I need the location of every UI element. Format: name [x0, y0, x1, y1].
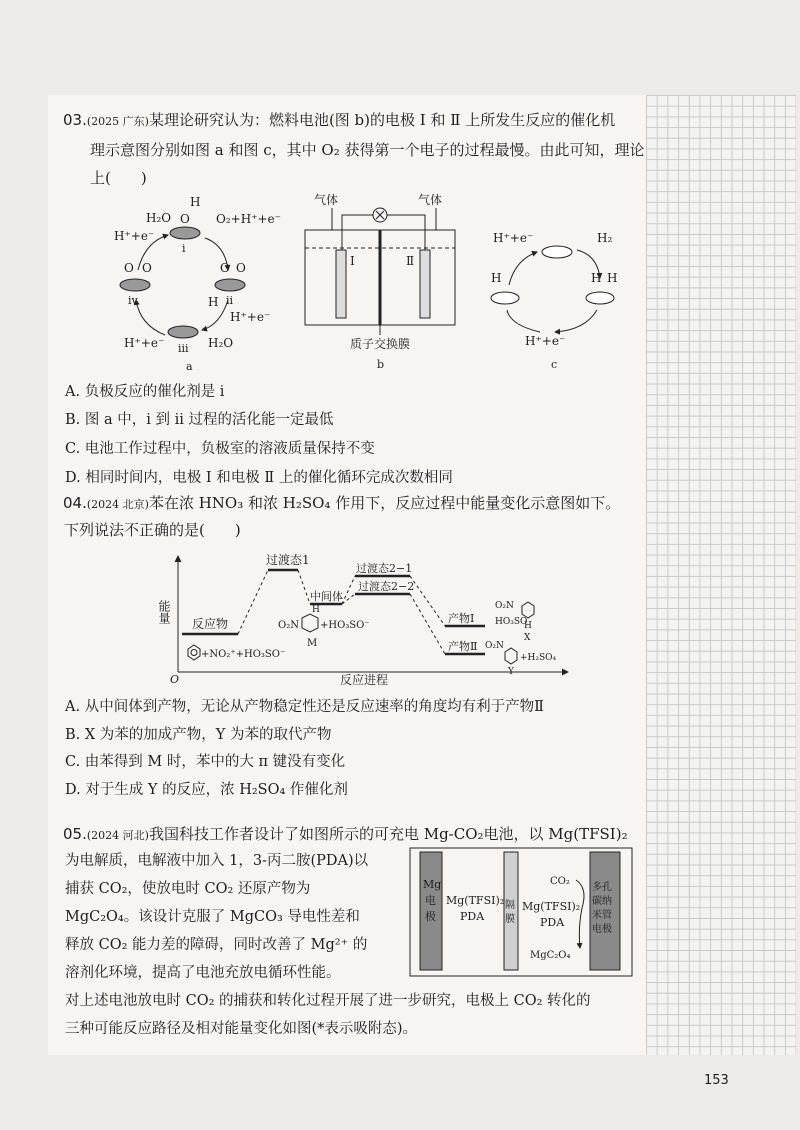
- fc-h-right2: H: [607, 271, 618, 285]
- fa-o1: O: [180, 212, 190, 226]
- q05-co2: CO₂: [550, 876, 570, 887]
- ed-p1-extra: HO₃SO: [495, 617, 528, 627]
- fb-el1: Ⅰ: [350, 254, 355, 268]
- q05-el-left-1: PDA: [460, 910, 485, 923]
- fa-o5: O: [236, 261, 246, 275]
- fc-caption: c: [551, 358, 558, 371]
- q05-le-2: 极: [425, 910, 436, 923]
- q04-number: 04.: [63, 494, 87, 512]
- q05-sep-0: 隔: [505, 900, 515, 911]
- ed-x-label: X: [524, 633, 531, 643]
- fb-el2: Ⅱ: [406, 254, 415, 268]
- fc-h-left: H: [491, 271, 502, 285]
- q05-separator: [504, 852, 518, 970]
- fa-o2-he: O₂+H⁺+e⁻: [216, 212, 281, 226]
- q05-cell-diagram: [410, 848, 632, 976]
- q05-product: MgC₂O₄: [530, 950, 571, 961]
- ed-m-ring-icon: [302, 614, 318, 632]
- q03-option-c[interactable]: C. 电池工作过程中，负极室的溶液质量保持不变: [65, 441, 375, 457]
- ed-y-label: Y: [508, 667, 514, 677]
- fb-caption: b: [377, 358, 385, 371]
- q05-el-left-0: Mg(TFSI)₂: [446, 894, 505, 907]
- q04-stem-1: 苯在浓 HNO₃ 和浓 H₂SO₄ 作用下，反应过程中能量变化示意图如下。: [148, 494, 621, 512]
- q05-stem-6: 溶剂化环境，提高了电池充放电循环性能。: [65, 965, 341, 981]
- q05-re-0: 多孔: [592, 882, 612, 893]
- q05-stem-7: 对上述电池放电时 CO₂ 的捕获和转化过程开展了进一步研究，电极上 CO₂ 转化的: [65, 993, 591, 1009]
- fb-electrode-1: [336, 250, 346, 318]
- ed-p1-o2n: O₂N: [495, 601, 514, 611]
- q03-figure-a: [110, 190, 281, 375]
- ed-xlabel: 反应进程: [340, 673, 389, 687]
- ed-ts22: 过渡态2−2: [358, 580, 415, 593]
- ed-p2-o2n: O₂N: [485, 641, 504, 651]
- fa-h2: H: [208, 295, 219, 309]
- q03-option-a[interactable]: A. 负极反应的催化剂是 i: [65, 384, 225, 400]
- q04-energy-diagram: [157, 548, 580, 687]
- fa-h2o-top: H₂O: [146, 211, 172, 225]
- q03-option-d[interactable]: D. 相同时间内，电极 Ⅰ 和电极 Ⅱ 上的催化循环完成次数相同: [65, 470, 453, 486]
- fa-label-ii: ii: [226, 294, 234, 307]
- ed-p1-h: H: [524, 621, 532, 631]
- ed-m-o2n: O₂N: [278, 620, 299, 631]
- fa-h: H: [190, 195, 201, 209]
- ed-reactant: 反应物: [192, 617, 229, 631]
- fa-hpe-bot: H⁺+e⁻: [124, 336, 165, 350]
- fa-catalyst-ii: [215, 279, 245, 291]
- fb-gas-right: 气体: [418, 193, 443, 207]
- fa-label-iv: iv: [128, 294, 138, 307]
- fb-electrode-2: [420, 250, 430, 318]
- fb-membrane-label: 质子交换膜: [350, 337, 411, 351]
- q05-stem-1: 我国科技工作者设计了如图所示的可充电 Mg-CO₂电池，以 Mg(TFSI)₂: [148, 825, 628, 843]
- q03-number: 03.: [63, 111, 87, 129]
- ed-intermediate: 中间体: [310, 590, 343, 603]
- ed-product2: 产物Ⅱ: [448, 640, 478, 653]
- q05-stem-8: 三种可能反应路径及相对能量变化如图(*表示吸附态)。: [65, 1021, 418, 1037]
- q05-le-0: Mg: [423, 878, 442, 891]
- q05-source: (2024 河北): [86, 829, 149, 842]
- q03-figure-b: [300, 190, 465, 375]
- fa-o2: O: [124, 261, 134, 275]
- ed-p2-extra: +H₂SO₄: [520, 653, 557, 663]
- ed-m-formula: +HO₃SO⁻: [320, 620, 370, 631]
- q04-option-d[interactable]: D. 对于生成 Y 的反应，浓 H₂SO₄ 作催化剂: [65, 782, 348, 798]
- fc-h2: H₂: [597, 231, 613, 245]
- fa-label-iii: iii: [178, 342, 189, 355]
- q05-stem-4: MgC₂O₄。该设计克服了 MgCO₃ 导电性差和: [65, 909, 360, 925]
- q04-option-c[interactable]: C. 由苯得到 M 时，苯中的大 π 键没有变化: [65, 754, 346, 770]
- fa-catalyst-iv: [120, 279, 150, 291]
- q05-stem-2: 为电解质，电解液中加入 1，3-丙二胺(PDA)以: [65, 853, 369, 869]
- q05-stem-3: 捕获 CO₂，使放电时 CO₂ 还原产物为: [65, 881, 311, 897]
- fa-catalyst-i: [170, 227, 200, 239]
- q05-re-1: 碳纳: [592, 896, 612, 907]
- q04-option-a[interactable]: A. 从中间体到产物，无论从产物稳定性还是反应速率的角度均有利于产物Ⅱ: [65, 699, 545, 715]
- q04-option-b[interactable]: B. X 为苯的加成产物，Y 为苯的取代产物: [65, 727, 332, 743]
- fc-catalyst-top: [542, 246, 572, 258]
- fc-h-right1: H: [591, 271, 602, 285]
- ed-origin: O: [170, 673, 180, 686]
- fa-caption: a: [186, 360, 193, 373]
- fa-h2o-bot: H₂O: [208, 336, 234, 350]
- q05-line1: [63, 824, 628, 846]
- ed-ts21: 过渡态2−1: [356, 562, 413, 575]
- q03-stem-3: 上( ): [90, 169, 147, 187]
- q05-number: 05.: [63, 825, 87, 843]
- fc-catalyst-left: [491, 292, 519, 304]
- q04-stem-2: 下列说法不正确的是( ): [64, 521, 241, 539]
- fa-hpe-left: H⁺+e⁻: [114, 229, 155, 243]
- ed-ylabel: 能量: [157, 600, 171, 624]
- page-number: 153: [704, 1073, 729, 1088]
- q05-stem-5: 释放 CO₂ 能力差的障碍，同时改善了 Mg²⁺ 的: [65, 937, 368, 953]
- fc-hpe-top: H⁺+e⁻: [493, 231, 534, 245]
- fc-hpe-bot: H⁺+e⁻: [525, 334, 566, 348]
- ed-m-label: M: [307, 638, 318, 649]
- q03-stem-1: 某理论研究认为：燃料电池(图 b)的电极 Ⅰ 和 Ⅱ 上所发生反应的催化机: [148, 111, 616, 129]
- q05-le-1: 电: [425, 894, 436, 907]
- q05-sep-1: 膜: [505, 914, 515, 925]
- fc-catalyst-right: [586, 292, 614, 304]
- q04-source: (2024 北京): [86, 498, 149, 511]
- q05-re-2: 米管: [592, 910, 612, 921]
- ed-ts1: 过渡态1: [266, 553, 310, 567]
- q04-line1: [63, 493, 620, 515]
- q03-stem-2: 理示意图分别如图 a 和图 c，其中 O₂ 获得第一个电子的过程最慢。由此可知，理论: [90, 141, 645, 159]
- grid-margin: [646, 95, 796, 1055]
- q03-line1: [63, 110, 615, 132]
- fa-hpe-right: H⁺+e⁻: [230, 310, 271, 324]
- ed-p2-ring-icon: [505, 648, 517, 664]
- fb-gas-left: 气体: [314, 193, 339, 207]
- ed-benzene-icon: [188, 645, 200, 660]
- q05-el-right-0: Mg(TFSI)₂: [522, 900, 581, 913]
- fa-label-i: i: [182, 242, 186, 255]
- q03-figure-c: [485, 190, 635, 375]
- q03-source: (2025 广东): [86, 115, 149, 128]
- q03-option-b[interactable]: B. 图 a 中，i 到 ii 过程的活化能一定最低: [65, 412, 334, 428]
- ed-reactant-formula: +NO₂⁺+HO₃SO⁻: [201, 649, 286, 660]
- fa-catalyst-iii: [168, 326, 198, 338]
- q05-el-right-1: PDA: [540, 916, 565, 929]
- fa-o3: O: [142, 261, 152, 275]
- ed-m-h: H: [312, 605, 320, 615]
- ed-product1: 产物Ⅰ: [448, 612, 475, 625]
- fa-o4: O: [220, 261, 230, 275]
- ed-p1-ring-icon: [522, 602, 534, 618]
- q05-re-3: 电极: [592, 924, 612, 935]
